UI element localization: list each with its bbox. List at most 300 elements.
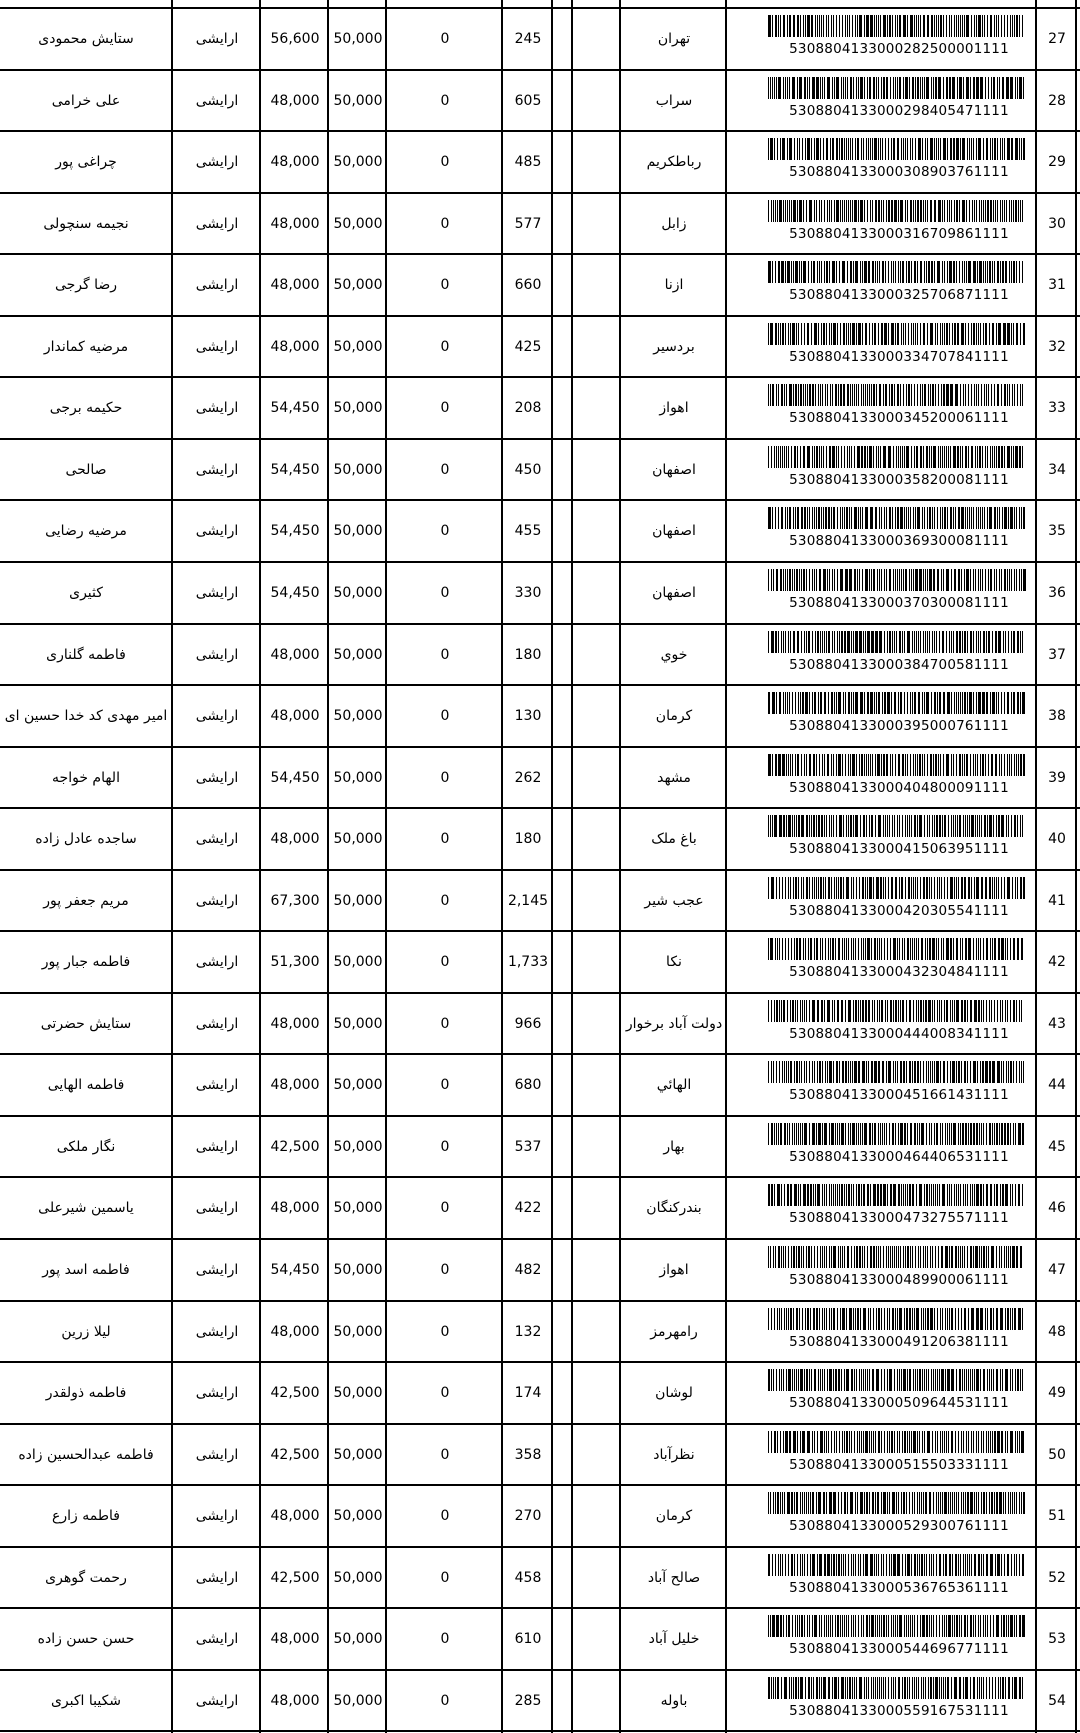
- amount-cell: 48,000: [270, 1324, 320, 1340]
- weight-cell: 458: [514, 1570, 542, 1586]
- destination-city-cell: الهائي: [656, 1077, 692, 1093]
- barcode-number: 5308804133000420305541111: [789, 903, 1009, 919]
- barcode-number: 5308804133000415063951111: [789, 841, 1009, 857]
- barcode-number: 5308804133000282500001111: [789, 41, 1009, 57]
- amount-cell: 48,000: [270, 1077, 320, 1093]
- cod-cell: 0: [440, 1077, 450, 1093]
- declared-value-cell: 50,000: [333, 1139, 383, 1155]
- barcode-image: [768, 323, 1030, 345]
- table-row: [0, 931, 1080, 993]
- row-number-cell: 40: [1048, 831, 1066, 847]
- table-row: [0, 685, 1080, 747]
- weight-cell: 422: [514, 1200, 542, 1216]
- weight-cell: 425: [514, 339, 542, 355]
- category-cell: ارایشی: [195, 93, 239, 109]
- weight-cell: 245: [514, 31, 542, 47]
- table-row: [0, 1608, 1080, 1670]
- weight-cell: 208: [514, 400, 542, 416]
- weight-cell: 180: [514, 647, 542, 663]
- barcode-number: 5308804133000444008341111: [789, 1026, 1009, 1042]
- barcode-image: [768, 815, 1030, 837]
- customer-name-cell: مرضیه کماندار: [43, 339, 129, 355]
- barcode-image: [768, 1308, 1030, 1330]
- declared-value-cell: 50,000: [333, 1447, 383, 1463]
- barcode-number: 5308804133000334707841111: [789, 349, 1009, 365]
- destination-city-cell: رباطکریم: [646, 154, 702, 170]
- weight-cell: 605: [514, 93, 542, 109]
- amount-cell: 48,000: [270, 154, 320, 170]
- customer-name-cell: ستایش حضرتی: [40, 1016, 132, 1032]
- row-number-cell: 46: [1048, 1200, 1066, 1216]
- barcode-number: 5308804133000529300761111: [789, 1518, 1009, 1534]
- row-number-cell: 36: [1048, 585, 1066, 601]
- amount-cell: 48,000: [270, 216, 320, 232]
- table-row: [0, 8, 1080, 70]
- barcode-image: [768, 1369, 1030, 1391]
- row-number-cell: 29: [1048, 154, 1066, 170]
- table-row: [0, 562, 1080, 624]
- cod-cell: 0: [440, 770, 450, 786]
- barcode-image: [768, 1061, 1030, 1083]
- barcode-image: [768, 877, 1030, 899]
- customer-name-cell: کثیری: [69, 585, 103, 601]
- row-number-cell: 49: [1048, 1385, 1066, 1401]
- cod-cell: 0: [440, 1447, 450, 1463]
- weight-cell: 450: [514, 462, 542, 478]
- weight-cell: 577: [514, 216, 542, 232]
- destination-city-cell: عجب شیر: [644, 893, 704, 909]
- row-number-cell: 50: [1048, 1447, 1066, 1463]
- declared-value-cell: 50,000: [333, 1385, 383, 1401]
- row-number-cell: 37: [1048, 647, 1066, 663]
- customer-name-cell: فاطمه اسد پور: [42, 1262, 130, 1278]
- amount-cell: 42,500: [270, 1447, 320, 1463]
- customer-name-cell: چراغی پور: [55, 154, 117, 170]
- barcode-number: 5308804133000509644531111: [789, 1395, 1009, 1411]
- declared-value-cell: 50,000: [333, 1324, 383, 1340]
- cod-cell: 0: [440, 462, 450, 478]
- declared-value-cell: 50,000: [333, 154, 383, 170]
- declared-value-cell: 50,000: [333, 585, 383, 601]
- table-row: [0, 993, 1080, 1055]
- barcode-number: 5308804133000316709861111: [789, 226, 1009, 242]
- customer-name-cell: ساجده عادل زاده: [35, 831, 137, 847]
- cod-cell: 0: [440, 1631, 450, 1647]
- cod-cell: 0: [440, 831, 450, 847]
- customer-name-cell: امیر مهدی کد خدا حسین ای: [4, 708, 168, 724]
- barcode-image: [768, 1123, 1030, 1145]
- declared-value-cell: 50,000: [333, 93, 383, 109]
- row-number-cell: 51: [1048, 1508, 1066, 1524]
- row-number-cell: 44: [1048, 1077, 1066, 1093]
- cod-cell: 0: [440, 154, 450, 170]
- cod-cell: 0: [440, 1016, 450, 1032]
- barcode-number: 5308804133000491206381111: [789, 1334, 1009, 1350]
- customer-name-cell: حسن حسن زاده: [37, 1631, 135, 1647]
- row-number-cell: 54: [1048, 1693, 1066, 1709]
- barcode-image: [768, 938, 1030, 960]
- destination-city-cell: زابل: [661, 216, 687, 232]
- category-cell: ارایشی: [195, 216, 239, 232]
- amount-cell: 48,000: [270, 93, 320, 109]
- destination-city-cell: بهار: [663, 1139, 685, 1155]
- row-number-cell: 38: [1048, 708, 1066, 724]
- customer-name-cell: فاطمه جبار پور: [41, 954, 131, 970]
- category-cell: ارایشی: [195, 339, 239, 355]
- cod-cell: 0: [440, 1200, 450, 1216]
- row-divider: [0, 1730, 1080, 1732]
- row-number-cell: 53: [1048, 1631, 1066, 1647]
- destination-city-cell: نظرآباد: [653, 1447, 695, 1463]
- barcode-number: 5308804133000559167531111: [789, 1703, 1009, 1719]
- declared-value-cell: 50,000: [333, 400, 383, 416]
- amount-cell: 48,000: [270, 1631, 320, 1647]
- declared-value-cell: 50,000: [333, 647, 383, 663]
- destination-city-cell: باوله: [660, 1693, 688, 1709]
- customer-name-cell: فاطمه گلناری: [46, 647, 126, 663]
- amount-cell: 54,450: [270, 1262, 320, 1278]
- weight-cell: 537: [514, 1139, 542, 1155]
- amount-cell: 48,000: [270, 1693, 320, 1709]
- category-cell: ارایشی: [195, 523, 239, 539]
- destination-city-cell: اصفهان: [652, 462, 696, 478]
- amount-cell: 56,600: [270, 31, 320, 47]
- destination-city-cell: کرمان: [655, 708, 693, 724]
- destination-city-cell: بندرکنگان: [646, 1200, 702, 1216]
- row-number-cell: 45: [1048, 1139, 1066, 1155]
- weight-cell: 132: [514, 1324, 542, 1340]
- destination-city-cell: اهواز: [659, 400, 689, 416]
- row-number-cell: 35: [1048, 523, 1066, 539]
- declared-value-cell: 50,000: [333, 893, 383, 909]
- barcode-image: [768, 138, 1030, 160]
- table-row: [0, 439, 1080, 501]
- category-cell: ارایشی: [195, 462, 239, 478]
- table-row: [0, 1239, 1080, 1301]
- amount-cell: 42,500: [270, 1139, 320, 1155]
- destination-city-cell: ازنا: [664, 277, 684, 293]
- customer-name-cell: ستایش محمودی: [38, 31, 134, 47]
- cod-cell: 0: [440, 893, 450, 909]
- declared-value-cell: 50,000: [333, 1200, 383, 1216]
- amount-cell: 48,000: [270, 1508, 320, 1524]
- weight-cell: 485: [514, 154, 542, 170]
- barcode-image: [768, 200, 1030, 222]
- barcode-number: 5308804133000536765361111: [789, 1580, 1009, 1596]
- cod-cell: 0: [440, 708, 450, 724]
- table-row: [0, 870, 1080, 932]
- category-cell: ارایشی: [195, 1016, 239, 1032]
- barcode-image: [768, 754, 1030, 776]
- customer-name-cell: رحمت گوهری: [45, 1570, 127, 1586]
- destination-city-cell: دولت آباد برخوار: [625, 1016, 723, 1032]
- barcode-number: 5308804133000489900061111: [789, 1272, 1009, 1288]
- table-row: [0, 500, 1080, 562]
- cod-cell: 0: [440, 1139, 450, 1155]
- cod-cell: 0: [440, 1508, 450, 1524]
- category-cell: ارایشی: [195, 585, 239, 601]
- cod-cell: 0: [440, 93, 450, 109]
- weight-cell: 2,145: [507, 893, 549, 909]
- category-cell: ارایشی: [195, 954, 239, 970]
- table-row: [0, 808, 1080, 870]
- customer-name-cell: حکیمه برجی: [49, 400, 123, 416]
- barcode-number: 5308804133000544696771111: [789, 1641, 1009, 1657]
- customer-name-cell: مرضیه رضایی: [45, 523, 127, 539]
- declared-value-cell: 50,000: [333, 523, 383, 539]
- category-cell: ارایشی: [195, 831, 239, 847]
- weight-cell: 610: [514, 1631, 542, 1647]
- table-row: [0, 70, 1080, 132]
- weight-cell: 358: [514, 1447, 542, 1463]
- amount-cell: 48,000: [270, 831, 320, 847]
- declared-value-cell: 50,000: [333, 31, 383, 47]
- barcode-image: [768, 507, 1030, 529]
- row-number-cell: 34: [1048, 462, 1066, 478]
- amount-cell: 54,450: [270, 770, 320, 786]
- declared-value-cell: 50,000: [333, 1693, 383, 1709]
- cod-cell: 0: [440, 1693, 450, 1709]
- table-row: [0, 1116, 1080, 1178]
- cod-cell: 0: [440, 400, 450, 416]
- category-cell: ارایشی: [195, 400, 239, 416]
- barcode-number: 5308804133000395000761111: [789, 718, 1009, 734]
- customer-name-cell: الهام خواجه: [52, 770, 120, 786]
- declared-value-cell: 50,000: [333, 462, 383, 478]
- barcode-image: [768, 1554, 1030, 1576]
- declared-value-cell: 50,000: [333, 277, 383, 293]
- row-number-cell: 43: [1048, 1016, 1066, 1032]
- cod-cell: 0: [440, 216, 450, 232]
- barcode-image: [768, 692, 1030, 714]
- table-row: [0, 747, 1080, 809]
- category-cell: ارایشی: [195, 1262, 239, 1278]
- row-number-cell: 39: [1048, 770, 1066, 786]
- weight-cell: 180: [514, 831, 542, 847]
- category-cell: ارایشی: [195, 1077, 239, 1093]
- barcode-number: 5308804133000384700581111: [789, 657, 1009, 673]
- barcode-image: [768, 15, 1030, 37]
- row-number-cell: 41: [1048, 893, 1066, 909]
- barcode-image: [768, 1615, 1030, 1637]
- table-row: [0, 193, 1080, 255]
- category-cell: ارایشی: [195, 1631, 239, 1647]
- amount-cell: 54,450: [270, 585, 320, 601]
- table-row: [0, 316, 1080, 378]
- category-cell: ارایشی: [195, 1385, 239, 1401]
- barcode-image: [768, 77, 1030, 99]
- barcode-number: 5308804133000369300081111: [789, 533, 1009, 549]
- customer-name-cell: علی خرامی: [51, 93, 121, 109]
- weight-cell: 285: [514, 1693, 542, 1709]
- table-row: [0, 624, 1080, 686]
- barcode-image: [768, 1246, 1030, 1268]
- amount-cell: 67,300: [270, 893, 320, 909]
- cod-cell: 0: [440, 31, 450, 47]
- cod-cell: 0: [440, 954, 450, 970]
- weight-cell: 482: [514, 1262, 542, 1278]
- cod-cell: 0: [440, 1570, 450, 1586]
- amount-cell: 48,000: [270, 708, 320, 724]
- barcode-image: [768, 1431, 1030, 1453]
- category-cell: ارایشی: [195, 31, 239, 47]
- barcode-number: 5308804133000325706871111: [789, 287, 1009, 303]
- table-row: [0, 1362, 1080, 1424]
- destination-city-cell: اصفهان: [652, 585, 696, 601]
- declared-value-cell: 50,000: [333, 1077, 383, 1093]
- destination-city-cell: خلیل آباد: [648, 1631, 700, 1647]
- declared-value-cell: 50,000: [333, 708, 383, 724]
- row-number-cell: 32: [1048, 339, 1066, 355]
- table-row: [0, 1301, 1080, 1363]
- row-number-cell: 52: [1048, 1570, 1066, 1586]
- customer-name-cell: رضا گرجی: [54, 277, 118, 293]
- customer-name-cell: فاطمه ذولقدر: [45, 1385, 127, 1401]
- customer-name-cell: مریم جعفر پور: [43, 893, 129, 909]
- weight-cell: 455: [514, 523, 542, 539]
- amount-cell: 54,450: [270, 523, 320, 539]
- category-cell: ارایشی: [195, 1693, 239, 1709]
- table-row: [0, 1177, 1080, 1239]
- amount-cell: 48,000: [270, 1200, 320, 1216]
- cod-cell: 0: [440, 339, 450, 355]
- row-number-cell: 28: [1048, 93, 1066, 109]
- customer-name-cell: فاطمه عبدالحسین زاده: [18, 1447, 154, 1463]
- weight-cell: 262: [514, 770, 542, 786]
- destination-city-cell: لوشان: [655, 1385, 693, 1401]
- declared-value-cell: 50,000: [333, 954, 383, 970]
- barcode-image: [768, 569, 1030, 591]
- declared-value-cell: 50,000: [333, 216, 383, 232]
- barcode-image: [768, 631, 1030, 653]
- cod-cell: 0: [440, 523, 450, 539]
- declared-value-cell: 50,000: [333, 831, 383, 847]
- table-row: [0, 1547, 1080, 1609]
- destination-city-cell: تهران: [657, 31, 691, 47]
- amount-cell: 54,450: [270, 462, 320, 478]
- destination-city-cell: خوي: [660, 647, 688, 663]
- barcode-number: 5308804133000473275571111: [789, 1210, 1009, 1226]
- destination-city-cell: سراب: [655, 93, 693, 109]
- cod-cell: 0: [440, 277, 450, 293]
- table-row: [0, 1424, 1080, 1486]
- declared-value-cell: 50,000: [333, 1570, 383, 1586]
- barcode-image: [768, 1677, 1030, 1699]
- destination-city-cell: اصفهان: [652, 523, 696, 539]
- amount-cell: 51,300: [270, 954, 320, 970]
- row-number-cell: 30: [1048, 216, 1066, 232]
- barcode-image: [768, 384, 1030, 406]
- declared-value-cell: 50,000: [333, 339, 383, 355]
- cod-cell: 0: [440, 585, 450, 601]
- row-number-cell: 47: [1048, 1262, 1066, 1278]
- table-row: [0, 1054, 1080, 1116]
- customer-name-cell: صالحی: [65, 462, 107, 478]
- barcode-image: [768, 446, 1030, 468]
- destination-city-cell: رامهرمز: [650, 1324, 698, 1340]
- barcode-image: [768, 1184, 1030, 1206]
- weight-cell: 1,733: [507, 954, 549, 970]
- destination-city-cell: اهواز: [659, 1262, 689, 1278]
- category-cell: ارایشی: [195, 1324, 239, 1340]
- category-cell: ارایشی: [195, 277, 239, 293]
- table-row: [0, 131, 1080, 193]
- category-cell: ارایشی: [195, 1508, 239, 1524]
- declared-value-cell: 50,000: [333, 1016, 383, 1032]
- destination-city-cell: باغ ملک: [651, 831, 697, 847]
- amount-cell: 48,000: [270, 277, 320, 293]
- barcode-number: 5308804133000370300081111: [789, 595, 1009, 611]
- row-number-cell: 42: [1048, 954, 1066, 970]
- amount-cell: 54,450: [270, 400, 320, 416]
- row-number-cell: 27: [1048, 31, 1066, 47]
- barcode-number: 5308804133000308903761111: [789, 164, 1009, 180]
- cod-cell: 0: [440, 1385, 450, 1401]
- destination-city-cell: مشهد: [657, 770, 691, 786]
- cod-cell: 0: [440, 1324, 450, 1340]
- barcode-image: [768, 261, 1030, 283]
- customer-name-cell: یاسمین شیرعلی: [38, 1200, 134, 1216]
- weight-cell: 330: [514, 585, 542, 601]
- table-row: [0, 254, 1080, 316]
- row-number-cell: 33: [1048, 400, 1066, 416]
- amount-cell: 48,000: [270, 647, 320, 663]
- table-row: [0, 1485, 1080, 1547]
- weight-cell: 660: [514, 277, 542, 293]
- weight-cell: 130: [514, 708, 542, 724]
- barcode-image: [768, 1000, 1030, 1022]
- barcode-number: 5308804133000358200081111: [789, 472, 1009, 488]
- table-row: [0, 1670, 1080, 1732]
- category-cell: ارایشی: [195, 1200, 239, 1216]
- category-cell: ارایشی: [195, 154, 239, 170]
- category-cell: ارایشی: [195, 647, 239, 663]
- table-row: [0, 377, 1080, 439]
- weight-cell: 270: [514, 1508, 542, 1524]
- category-cell: ارایشی: [195, 708, 239, 724]
- customer-name-cell: لیلا زرین: [61, 1324, 111, 1340]
- cod-cell: 0: [440, 647, 450, 663]
- barcode-number: 5308804133000464406531111: [789, 1149, 1009, 1165]
- amount-cell: 42,500: [270, 1385, 320, 1401]
- barcode-number: 5308804133000298405471111: [789, 103, 1009, 119]
- weight-cell: 966: [514, 1016, 542, 1032]
- barcode-number: 5308804133000515503331111: [789, 1457, 1009, 1473]
- amount-cell: 48,000: [270, 339, 320, 355]
- customer-name-cell: فاطمه الهایی: [47, 1077, 125, 1093]
- weight-cell: 680: [514, 1077, 542, 1093]
- declared-value-cell: 50,000: [333, 770, 383, 786]
- customer-name-cell: نگار ملکی: [56, 1139, 116, 1155]
- amount-cell: 48,000: [270, 1016, 320, 1032]
- customer-name-cell: شکیبا اکبری: [50, 1693, 122, 1709]
- amount-cell: 42,500: [270, 1570, 320, 1586]
- declared-value-cell: 50,000: [333, 1631, 383, 1647]
- destination-city-cell: نکا: [666, 954, 682, 970]
- cod-cell: 0: [440, 1262, 450, 1278]
- category-cell: ارایشی: [195, 1570, 239, 1586]
- destination-city-cell: صالح آباد: [647, 1570, 701, 1586]
- category-cell: ارایشی: [195, 770, 239, 786]
- category-cell: ارایشی: [195, 1139, 239, 1155]
- barcode-number: 5308804133000451661431111: [789, 1087, 1009, 1103]
- declared-value-cell: 50,000: [333, 1262, 383, 1278]
- barcode-number: 5308804133000345200061111: [789, 410, 1009, 426]
- barcode-number: 5308804133000432304841111: [789, 964, 1009, 980]
- declared-value-cell: 50,000: [333, 1508, 383, 1524]
- row-number-cell: 48: [1048, 1324, 1066, 1340]
- destination-city-cell: کرمان: [655, 1508, 693, 1524]
